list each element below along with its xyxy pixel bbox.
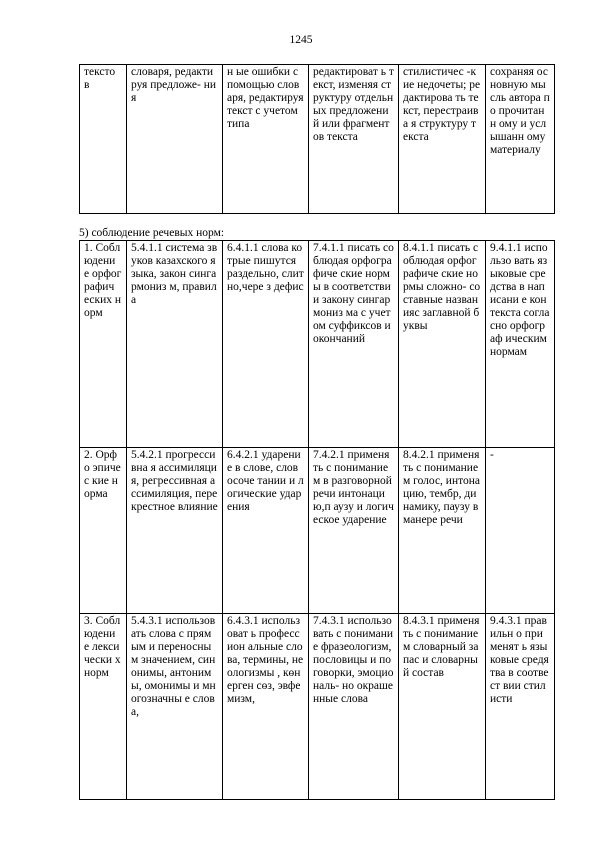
- speech-norms-table: [79, 240, 555, 800]
- table-row: [80, 65, 555, 214]
- table-cell: 8.4.2.1 применять с пониманием голос, интонацию, тембр, динамику, паузу в манере речи: [399, 448, 486, 614]
- table-cell: 5.4.3.1 использовать слова с прямым и переносным значением, синонимы, антонимы, омонимы и многозначны е слова,: [127, 614, 223, 800]
- table-cell: 3. Собл юдени е лекси чески х норм: [80, 614, 127, 800]
- table-cell: словаря, редактируя предложе- ния: [127, 65, 223, 214]
- table-cell: 2. Орфо эпиче с кие норма: [80, 448, 127, 614]
- table-cell: 7.4.3.1 использовать с понимание фразеологизм, пословицы и поговорки, эмоциональ- но окрашенные слова: [309, 614, 399, 800]
- section-caption: 5) соблюдение речевых норм:: [79, 227, 225, 239]
- table-cell: 5.4.1.1 система звуков казахского языка, закон сингармониз м, правила: [127, 241, 223, 448]
- table-row: [80, 241, 555, 448]
- table-cell: -: [486, 448, 555, 614]
- table-cell: 6.4.3.1 использоват ь профессион альные слова, термины, неологизмы , көнерген сөз, эвфемизм,: [223, 614, 309, 800]
- table-cell: 6.4.2.1 ударение в слове, словосоче тании и логические ударения: [223, 448, 309, 614]
- table-cell: 9.4.1.1 использо вать языковые средства в написани е контекста согласно орфограф ическим нормам: [486, 241, 555, 448]
- table-cell: 7.4.2.1 применять с пониманием в разговорной речи интонацию,п аузу и логическое ударение: [309, 448, 399, 614]
- table-row: [80, 614, 555, 800]
- table-cell: н ые ошибки с помощью словаря, редактируя текст с учетом типа: [223, 65, 309, 214]
- table-cell: 9.4.3.1 правильн о применят ь языковые средятва в соотвест вии стилисти: [486, 614, 555, 800]
- table-cell: стилистичес -кие недочеты; редактирова ть текст, перестраива я структуру текста: [399, 65, 486, 214]
- continued-standards-table: [79, 64, 555, 214]
- table-cell: редактироват ь текст, изменяя структуру отдельных предложений или фрагментов текста: [309, 65, 399, 214]
- table-cell: 5.4.2.1 прогрессивна я ассимиляция, регрессивная ассимиляция, перекрестное влияние: [127, 448, 223, 614]
- table-cell: 8.4.3.1 применять с пониманием словарный запас и словарный состав: [399, 614, 486, 800]
- table-cell: 1. Собл юдени е орфог рафич еских норм: [80, 241, 127, 448]
- table-cell: тексто в: [80, 65, 127, 214]
- table-cell: 6.4.1.1 слова котрые пишутся раздельно, слитно,чере з дефис: [223, 241, 309, 448]
- page-number: 1245: [289, 34, 313, 46]
- table-row: [80, 448, 555, 614]
- table-cell: сохраняя основную мысль автора по прочитанн ому и услышанн ому материалу: [486, 65, 555, 214]
- table-cell: 8.4.1.1 писать соблюдая орфографиче ские нормы сложно- составные названияс заглавной буквы: [399, 241, 486, 448]
- table-cell: 7.4.1.1 писать соблюдая орфографиче ские нормы в соответствии закону сингармониз ма с учетом суффиксов и окончаний: [309, 241, 399, 448]
